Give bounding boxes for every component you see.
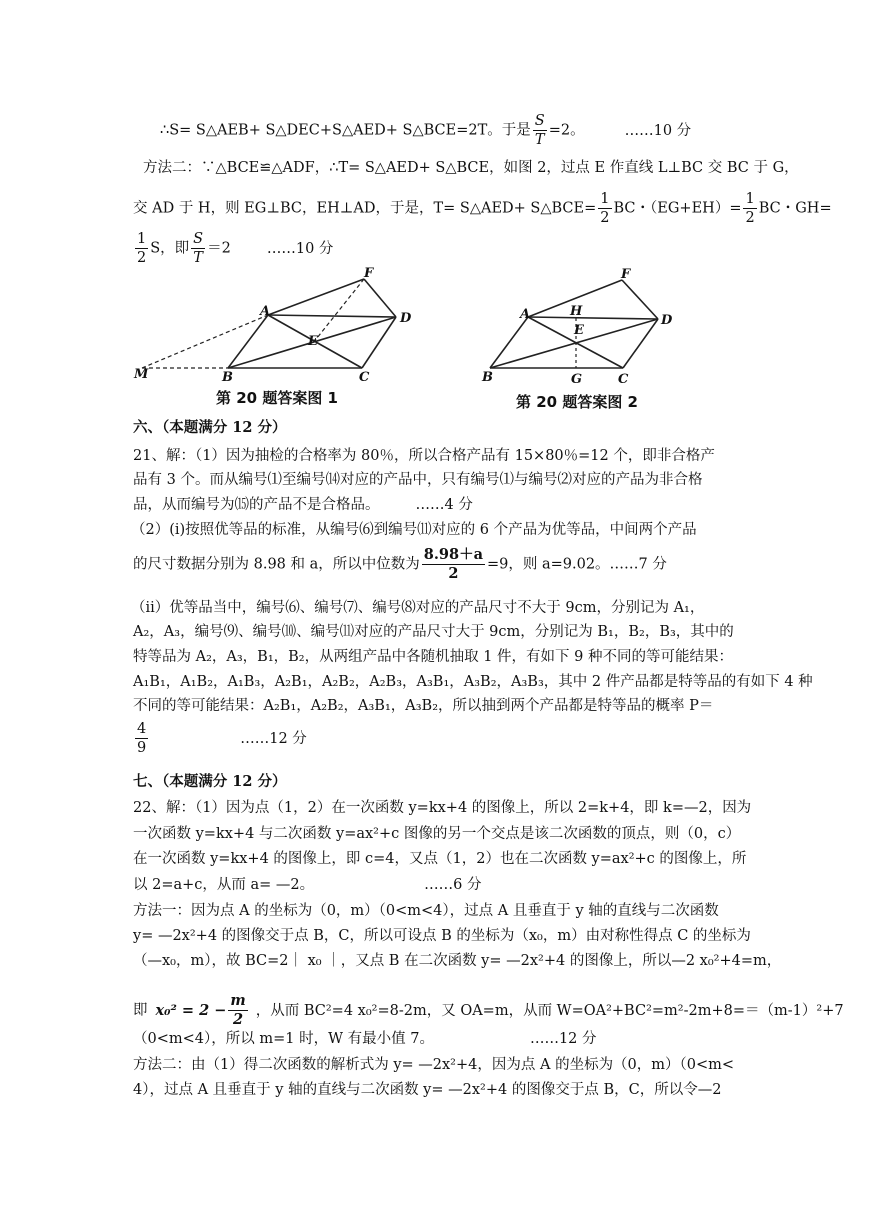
q22-line-10: 方法二：由（1）得二次函数的解析式为 y= —2x²+4，因为点 A 的坐标为（0，m）（0<m<	[133, 1057, 735, 1073]
q22-line-8: 即 x₀² = 2 − $\frac{m}{2}$ ，从而 BC²=4 x₀²=8-2m，又 OA=m，从而 W=OA²+BC²=m²-2m+8=＝（m-1）²+7	[133, 992, 844, 1028]
label-a: A	[260, 304, 271, 319]
figure-1-caption: 第 20 题答案图 1	[216, 389, 338, 407]
q22-line-5: 方法一：因为点 A 的坐标为（0，m）（0<m<4），过点 A 且垂直于 y 轴的直线与二次函数	[133, 903, 719, 919]
method-two-line-3: $\frac{1}{2}$ S，即 $\frac{S}{T}$ ＝2 ……10 分	[137, 231, 334, 266]
method-two-line-1: 方法二：∵△BCE≌△ADF，∴T= S△AED+ S△BCE，如图 2，过点 E 作直线 L⊥BC 交 BC 于 G，	[143, 160, 799, 176]
q21-line-2: 品有 3 个。而从编号⑴至编号⒁对应的产品中，只有编号⑴与编号⑵对应的产品为非合格	[133, 472, 703, 488]
label-a2: A	[520, 307, 531, 322]
label-g2: G	[571, 372, 583, 387]
fraction-half-2: $\frac{1}{2}$	[745, 191, 755, 226]
section-seven-heading: 七、（本题满分 12 分）	[133, 773, 287, 790]
q21-line-5: 的尺寸数据分别为 8.98 和 a，所以中位数为 $\frac{8.98+a}{2}$ =9，则 a=9.02。……7 分	[133, 546, 667, 582]
q22-line-4: 以 2=a+c，从而 a= —2。 ……6 分	[133, 877, 482, 893]
equation-x0-squared: x₀² = 2 −	[155, 1001, 227, 1019]
q22-line-9: （0<m<4），所以 m=1 时，W 有最小值 7。 ……12 分	[133, 1031, 597, 1047]
label-c: C	[359, 370, 370, 385]
fraction-m-over-2: $\frac{m}{2}$	[230, 992, 246, 1028]
fraction-half-3: $\frac{1}{2}$	[137, 231, 147, 266]
figure-20-2	[478, 265, 688, 413]
fraction-s-over-t: $\frac{S}{T}$	[534, 113, 545, 148]
q21-line-8: 特等品为 A₂，A₃，B₁，B₂，从两组产品中各随机抽取 1 件，有如下 9 种不同的等可能结果：	[133, 649, 733, 665]
q21-line-10: 不同的等可能结果：A₂B₁，A₂B₂，A₃B₁，A₃B₂，所以抽到两个产品都是特等品的概率 P＝	[133, 698, 714, 714]
q22-line-3: 在一次函数 y=kx+4 的图像上，即 c=4，又点（1，2）也在二次函数 y=ax²+c 的图像上，所	[133, 851, 747, 867]
label-d: D	[400, 311, 412, 326]
label-c2: C	[618, 372, 629, 387]
q21-line-4: （2）(ⅰ)按照优等品的标准，从编号⑹到编号⑾对应的 6 个产品为优等品，中间两个产品	[131, 522, 697, 538]
fraction-half: $\frac{1}{2}$	[600, 191, 610, 226]
fraction-probability: $\frac{4}{9}$	[137, 721, 147, 756]
label-f2: F	[621, 267, 631, 282]
label-e2: E	[574, 323, 584, 338]
figure-20-1	[132, 265, 422, 413]
figure-20-1-drawing	[132, 265, 422, 390]
label-d2: D	[661, 313, 673, 328]
label-b: B	[222, 370, 233, 385]
q21-line-3: 品，从而编号为⒂的产品不是合格品。 ……4 分	[133, 497, 473, 513]
q22-line-7: （—x₀，m），故 BC=2｜ x₀ ｜，又点 B 在二次函数 y= —2x²+4 的图像上，所以—2 x₀²+4=m，	[133, 953, 782, 969]
label-e: E	[308, 334, 318, 349]
label-h2: H	[570, 304, 583, 319]
section-six-heading: 六、（本题满分 12 分）	[133, 419, 287, 436]
fraction-s-over-t-2: $\frac{S}{T}$	[193, 231, 204, 266]
label-b2: B	[482, 370, 493, 385]
score-note: ……10 分	[624, 122, 692, 139]
label-f: F	[364, 266, 374, 281]
line-s-equals-2t: ∴S= S△AEB+ S△DEC+S△AED+ S△BCE=2T。于是 $\frac{S}{T}$ =2。 ……10 分	[160, 113, 692, 148]
q21-line-6: （ⅱ）优等品当中，编号⑹、编号⑺、编号⑻对应的产品尺寸不大于 9cm，分别记为 A₁，	[131, 600, 705, 616]
q22-line-11: 4），过点 A 且垂直于 y 轴的直线与二次函数 y= —2x²+4 的图像交于点 B，C，所以令—2	[133, 1082, 722, 1098]
q22-line-2: 一次函数 y=kx+4 与二次函数 y=ax²+c 图像的另一个交点是该二次函数的顶点，则（0，c）	[133, 826, 741, 842]
figure-20-2-drawing	[478, 265, 688, 390]
figure-2-caption: 第 20 题答案图 2	[516, 393, 638, 411]
q21-line-11: $\frac{4}{9}$ ……12 分	[137, 721, 307, 756]
q22-line-6: y= —2x²+4 的图像交于点 B，C，所以可设点 B 的坐标为（x₀，m）由对称性得点 C 的坐标为	[133, 928, 751, 944]
label-m: M	[134, 367, 149, 382]
q21-line-1: 21、解：（1）因为抽检的合格率为 80％，所以合格产品有 15×80％=12 个，即非合格产	[133, 448, 715, 464]
q21-line-7: A₂，A₃，编号⑼、编号⑽、编号⑾对应的产品尺寸大于 9cm，分别记为 B₁，B₂，B₃，其中的	[133, 624, 734, 640]
q22-line-1: 22、解：（1）因为点（1，2）在一次函数 y=kx+4 的图像上，所以 2=k+4，即 k=—2，因为	[133, 800, 752, 816]
method-two-line-2: 交 AD 于 H，则 EG⊥BC，EH⊥AD，于是，T= S△AED+ S△BCE= $\frac{1}{2}$ BC・（EG+EH）= $\frac{1}{2}$ BC・GH=	[133, 191, 832, 226]
fraction-median: $\frac{8.98+a}{2}$	[423, 546, 483, 582]
q21-line-9: A₁B₁，A₁B₂，A₁B₃，A₂B₁，A₂B₂，A₂B₃，A₃B₁，A₃B₂，A₃B₃，其中 2 件产品都是特等品的有如下 4 种	[133, 674, 813, 690]
